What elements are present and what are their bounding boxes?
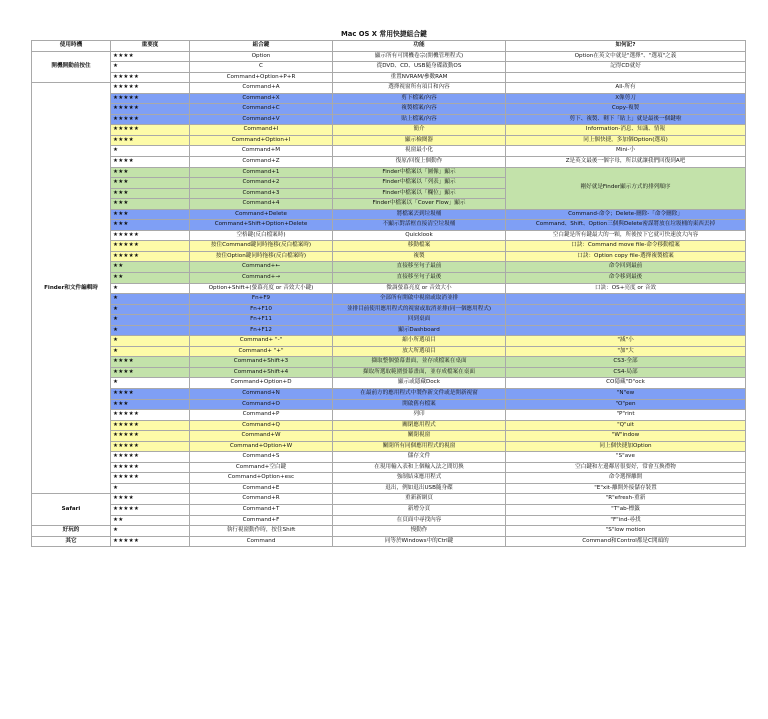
table-row [32, 83, 746, 94]
combo-cell: Command+Option+W [190, 441, 333, 452]
importance-cell: ★★ [111, 515, 190, 526]
function-cell: 列印 [333, 410, 506, 421]
mnemonic-merged-cell: 剛好就是Finder顯示方式的排列順序 [506, 167, 746, 209]
function-cell: 不顯示對話框直接清空垃圾桶 [333, 220, 506, 231]
combo-cell: C [190, 62, 333, 73]
table-row [32, 230, 746, 241]
importance-cell: ★★★★ [111, 389, 190, 400]
combo-cell: Command+Option+D [190, 378, 333, 389]
table-row [32, 526, 746, 537]
importance-cell: ★★★★★ [111, 230, 190, 241]
table-row [32, 156, 746, 167]
importance-cell: ★★★★ [111, 357, 190, 368]
category-other: 其它 [32, 536, 111, 547]
function-cell: 重新新網頁 [333, 494, 506, 505]
function-cell: 關閉視窗 [333, 431, 506, 442]
combo-cell: Command+Option+esc [190, 473, 333, 484]
table-row [32, 325, 746, 336]
combo-cell: Command+W [190, 431, 333, 442]
function-cell: 關閉應用程式 [333, 420, 506, 431]
table-row [32, 51, 746, 62]
mnemonic-cell: "F"ind-尋找 [506, 515, 746, 526]
function-cell: 在最前方的應用程式中製作新文件或是開新視窗 [333, 389, 506, 400]
combo-cell: Command+M [190, 146, 333, 157]
table-row [32, 241, 746, 252]
table-row [32, 441, 746, 452]
importance-cell: ★★★★★ [111, 251, 190, 262]
importance-cell: ★★★★★ [111, 431, 190, 442]
table-row [32, 378, 746, 389]
mnemonic-cell: Command、Shift、Option三個與Delete密謀將放在垃圾桶的東西丟掉 [506, 220, 746, 231]
header-combo: 組合鍵 [190, 41, 333, 52]
shortcut-table [31, 40, 746, 547]
combo-cell: Command+P [190, 410, 333, 421]
importance-cell: ★★★★★ [111, 452, 190, 463]
function-cell: 復原/回復上個動作 [333, 156, 506, 167]
combo-cell: Command+T [190, 505, 333, 516]
combo-cell: Command+Option+P+R [190, 72, 333, 83]
category-fun: 好玩的 [32, 526, 111, 537]
combo-cell: Command+R [190, 494, 333, 505]
function-cell: 儲存文件 [333, 452, 506, 463]
combo-cell: Command+1 [190, 167, 333, 178]
importance-cell: ★ [111, 62, 190, 73]
mnemonic-cell: 空白鍵和左邊鄰居很要好，常會互換禮物 [506, 462, 746, 473]
combo-cell: Command+Delete [190, 209, 333, 220]
importance-cell: ★★★ [111, 167, 190, 178]
function-cell: 縮小所選項目 [333, 336, 506, 347]
function-cell: Finder中檔案以「列表」顯示 [333, 178, 506, 189]
combo-cell: Command+3 [190, 188, 333, 199]
table-row [32, 125, 746, 136]
mnemonic-cell [506, 325, 746, 336]
function-cell: 並排目前使用應用程式的視窗或取消並排(同一個應用程式) [333, 304, 506, 315]
mnemonic-cell: Option在英文中就是"選擇"、"選項"之義 [506, 51, 746, 62]
combo-cell: Command+ "-" [190, 336, 333, 347]
combo-cell: Command+Z [190, 156, 333, 167]
header-usage: 使用時機 [32, 41, 111, 52]
function-cell: Finder中檔案以「欄位」顯示 [333, 188, 506, 199]
importance-cell: ★★★ [111, 209, 190, 220]
importance-cell: ★★★★ [111, 51, 190, 62]
combo-cell: 按住Command鍵同時拖移(反白檔案時) [190, 241, 333, 252]
importance-cell: ★★★★★ [111, 93, 190, 104]
mnemonic-cell: "加"大 [506, 346, 746, 357]
function-cell: 顯示檢閱器 [333, 135, 506, 146]
function-cell: 擷取所選取範圍螢幕畫面，並存成檔案在桌面 [333, 367, 506, 378]
importance-cell: ★★★★★ [111, 410, 190, 421]
mnemonic-cell: 口訣：OS+亮度 or 音效 [506, 283, 746, 294]
table-row [32, 367, 746, 378]
mnemonic-cell [506, 315, 746, 326]
mnemonic-cell [506, 72, 746, 83]
importance-cell: ★ [111, 526, 190, 537]
function-cell: 移動檔案 [333, 241, 506, 252]
importance-cell: ★★★★★ [111, 83, 190, 94]
mnemonic-cell: 命令移到最後 [506, 272, 746, 283]
table-row [32, 135, 746, 146]
importance-cell: ★★ [111, 262, 190, 273]
category-finder: Finder和文件編輯時 [32, 83, 111, 494]
function-cell: 強制結束應用程式 [333, 473, 506, 484]
combo-cell: Command+2 [190, 178, 333, 189]
importance-cell: ★★★ [111, 399, 190, 410]
function-cell: 直接移至句子最前 [333, 262, 506, 273]
table-row [32, 483, 746, 494]
function-cell: 擷取整個螢幕畫面，並存成檔案在桌面 [333, 357, 506, 368]
combo-cell: Command+E [190, 483, 333, 494]
table-row [32, 262, 746, 273]
table-row [32, 420, 746, 431]
function-cell: 新增分頁 [333, 505, 506, 516]
function-cell: 微調螢幕亮度 or 音效大小 [333, 283, 506, 294]
mnemonic-cell: CS4-局部 [506, 367, 746, 378]
table-row [32, 346, 746, 357]
function-cell: Finder中檔案以「Cover Flow」顯示 [333, 199, 506, 210]
header-row [32, 41, 746, 52]
function-cell: Finder中檔案以「圖像」顯示 [333, 167, 506, 178]
mnemonic-cell: CO隱藏"D"ock [506, 378, 746, 389]
function-cell: 慢動作 [333, 526, 506, 537]
mnemonic-cell: "P"rint [506, 410, 746, 421]
importance-cell: ★★★★★ [111, 473, 190, 484]
combo-cell: Command+Shift+4 [190, 367, 333, 378]
table-row [32, 494, 746, 505]
mnemonic-cell: 口訣：Option copy file-選擇複製檔案 [506, 251, 746, 262]
function-cell: 放大所選項目 [333, 346, 506, 357]
mnemonic-cell: "T"ab-標籤 [506, 505, 746, 516]
function-cell: 複製 [333, 251, 506, 262]
function-cell: 直接移至句子最後 [333, 272, 506, 283]
table-row [32, 251, 746, 262]
combo-cell: Command+空白鍵 [190, 462, 333, 473]
importance-cell: ★★★ [111, 220, 190, 231]
mnemonic-cell: All-所有 [506, 83, 746, 94]
importance-cell: ★★★★★ [111, 462, 190, 473]
mnemonic-cell: 剪下、複製、剩下「貼上」就是最後一個鍵啦 [506, 114, 746, 125]
importance-cell: ★ [111, 146, 190, 157]
combo-cell: Command+Shift+3 [190, 357, 333, 368]
importance-cell: ★★★★★ [111, 241, 190, 252]
importance-cell: ★ [111, 378, 190, 389]
combo-cell: Command+→ [190, 272, 333, 283]
header-importance: 重要度 [111, 41, 190, 52]
combo-cell: 按住Option鍵同時拖移(反白檔案時) [190, 251, 333, 262]
table-row [32, 452, 746, 463]
importance-cell: ★★★★ [111, 367, 190, 378]
mnemonic-cell: "E"xit-離開外接儲存裝置 [506, 483, 746, 494]
importance-cell: ★ [111, 483, 190, 494]
combo-cell: Command [190, 536, 333, 547]
mnemonic-cell [506, 294, 746, 305]
table-row [32, 410, 746, 421]
combo-cell: Command+Option+I [190, 135, 333, 146]
function-cell: 貼上檔案/內容 [333, 114, 506, 125]
table-row [32, 357, 746, 368]
function-cell: 顯示Dashboard [333, 325, 506, 336]
importance-cell: ★ [111, 315, 190, 326]
table-row [32, 283, 746, 294]
combo-cell: 空格鍵(反白檔案時) [190, 230, 333, 241]
table-row [32, 473, 746, 484]
table-row [32, 315, 746, 326]
function-cell: 關閉所有同個應用程式的視窗 [333, 441, 506, 452]
combo-cell: Command+← [190, 262, 333, 273]
function-cell: 開啟舊有檔案 [333, 399, 506, 410]
importance-cell: ★★★★★ [111, 104, 190, 115]
table-row [32, 431, 746, 442]
table-row [32, 167, 746, 178]
table-row [32, 462, 746, 473]
table-row [32, 336, 746, 347]
function-cell: 將檔案丟到垃圾桶 [333, 209, 506, 220]
combo-cell: Command+V [190, 114, 333, 125]
mnemonic-cell: 口訣：Command move file-命令移動檔案 [506, 241, 746, 252]
function-cell: 同等於Windows中的Ctrl鍵 [333, 536, 506, 547]
mnemonic-cell: Command-命令；Delete-刪除-「命令刪除」 [506, 209, 746, 220]
mnemonic-cell: CS3-全部 [506, 357, 746, 368]
mnemonic-cell: "W"indow [506, 431, 746, 442]
mnemonic-cell: X像剪刀 [506, 93, 746, 104]
importance-cell: ★ [111, 346, 190, 357]
function-cell: 簡介 [333, 125, 506, 136]
importance-cell: ★★★★ [111, 156, 190, 167]
header-mnemonic: 如何記? [506, 41, 746, 52]
importance-cell: ★★★★★ [111, 505, 190, 516]
importance-cell: ★★★★★ [111, 420, 190, 431]
mnemonic-cell: Mini-小 [506, 146, 746, 157]
importance-cell: ★ [111, 325, 190, 336]
table-row [32, 62, 746, 73]
importance-cell: ★ [111, 294, 190, 305]
combo-cell: Command+N [190, 389, 333, 400]
table-row [32, 515, 746, 526]
function-cell: Quicklook [333, 230, 506, 241]
combo-cell: Command+4 [190, 199, 333, 210]
importance-cell: ★★★★ [111, 135, 190, 146]
combo-cell: Fn+F12 [190, 325, 333, 336]
mnemonic-cell: "R"efresh-重新 [506, 494, 746, 505]
table-row [32, 399, 746, 410]
mnemonic-cell: "O"pen [506, 399, 746, 410]
mnemonic-cell: 同上個快捷加Option [506, 441, 746, 452]
function-cell: 顯示或隱藏Dock [333, 378, 506, 389]
mnemonic-cell: Information-消息、知識、情報 [506, 125, 746, 136]
combo-cell: Command+O [190, 399, 333, 410]
function-cell: 視窗最小化 [333, 146, 506, 157]
table-row [32, 272, 746, 283]
category-boot: 開機開動前按住 [32, 51, 111, 83]
importance-cell: ★★★★ [111, 494, 190, 505]
combo-cell: Fn+F9 [190, 294, 333, 305]
mnemonic-cell [506, 304, 746, 315]
importance-cell: ★ [111, 336, 190, 347]
table-row [32, 304, 746, 315]
mnemonic-cell: 命令回到最前 [506, 262, 746, 273]
function-cell: 回到桌面 [333, 315, 506, 326]
combo-cell: Fn+F10 [190, 304, 333, 315]
function-cell: 剪下檔案/內容 [333, 93, 506, 104]
mnemonic-cell: Command和Control都是C開頭的 [506, 536, 746, 547]
function-cell: 重置NVRAM/參數RAM [333, 72, 506, 83]
combo-cell: Command+I [190, 125, 333, 136]
table-row [32, 72, 746, 83]
importance-cell: ★★★ [111, 178, 190, 189]
importance-cell: ★★★★★ [111, 72, 190, 83]
mnemonic-cell: Copy-複製 [506, 104, 746, 115]
combo-cell: Command+S [190, 452, 333, 463]
combo-cell: Command+X [190, 93, 333, 104]
importance-cell: ★★★★★ [111, 441, 190, 452]
table-row [32, 104, 746, 115]
mnemonic-cell: "N"ew [506, 389, 746, 400]
table-row [32, 146, 746, 157]
table-row [32, 93, 746, 104]
function-cell: 在頁面中尋找內容 [333, 515, 506, 526]
combo-cell: Command+F [190, 515, 333, 526]
table-row [32, 505, 746, 516]
function-cell: 在現用輸入表和上個輸入法之間切換 [333, 462, 506, 473]
function-cell: 全部所有開啟中視窗或取消並排 [333, 294, 506, 305]
mnemonic-cell: 記得CD就好 [506, 62, 746, 73]
importance-cell: ★ [111, 283, 190, 294]
combo-cell: Command+A [190, 83, 333, 94]
function-cell: 退出，例如退出USB隨身碟 [333, 483, 506, 494]
importance-cell: ★ [111, 304, 190, 315]
function-cell: 複製檔案/內容 [333, 104, 506, 115]
table-row [32, 294, 746, 305]
function-cell: 選擇視窗所有項目和內容 [333, 83, 506, 94]
mnemonic-cell: "Q"uit [506, 420, 746, 431]
mnemonic-cell: Z是英文最後一個字母，所以就讓我們回復到A吧 [506, 156, 746, 167]
table-row [32, 389, 746, 400]
combo-cell: Command+ "+" [190, 346, 333, 357]
combo-cell: 執行視窗動作時，按住Shift [190, 526, 333, 537]
importance-cell: ★★★★★ [111, 125, 190, 136]
mnemonic-cell: 命令選擇離開 [506, 473, 746, 484]
function-cell: 顯示所有可開機卷宗(開機管理程式) [333, 51, 506, 62]
table-row [32, 209, 746, 220]
mnemonic-cell: "S"low motion [506, 526, 746, 537]
combo-cell: Option+Shift+(螢幕亮度 or 音效大小鍵) [190, 283, 333, 294]
combo-cell: Command+C [190, 104, 333, 115]
function-cell: 從DVD、CD、USB隨身碟啟動OS [333, 62, 506, 73]
table-row [32, 536, 746, 547]
sheet-title: Mac OS X 常用快捷組合鍵 [341, 30, 427, 38]
importance-cell: ★★★★★ [111, 536, 190, 547]
category-safari: Safari [32, 494, 111, 526]
combo-cell: Option [190, 51, 333, 62]
importance-cell: ★★ [111, 272, 190, 283]
combo-cell: Command+Shift+Option+Delete [190, 220, 333, 231]
combo-cell: Fn+F11 [190, 315, 333, 326]
importance-cell: ★★★ [111, 188, 190, 199]
mnemonic-cell: "減"小 [506, 336, 746, 347]
mnemonic-cell: "S"ave [506, 452, 746, 463]
table-row [32, 114, 746, 125]
mnemonic-cell: 空白鍵是所有鍵最大的一顆，所後按下它就可快速放大內容 [506, 230, 746, 241]
importance-cell: ★★★★★ [111, 114, 190, 125]
table-row [32, 220, 746, 231]
combo-cell: Command+Q [190, 420, 333, 431]
header-function: 功能 [333, 41, 506, 52]
mnemonic-cell: 同上個快捷，多加個Option(選項) [506, 135, 746, 146]
importance-cell: ★★★ [111, 199, 190, 210]
